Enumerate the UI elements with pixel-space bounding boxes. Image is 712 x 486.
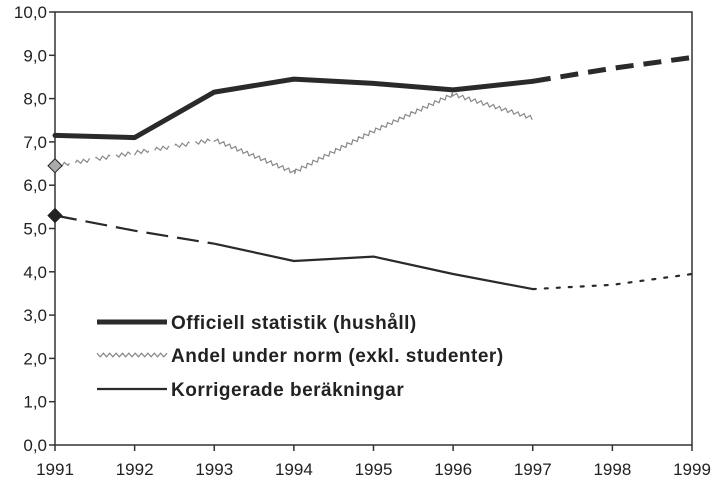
series-2: [55, 216, 692, 290]
legend-swatch: [97, 353, 167, 357]
series-layer: [48, 58, 692, 290]
series-lead-in: [55, 216, 214, 244]
series-projection: [533, 58, 692, 82]
y-axis: [14, 3, 55, 455]
series-lead-in: [55, 138, 214, 168]
y-tick-label: 2,0: [23, 349, 47, 369]
legend-item-2: [97, 380, 404, 401]
legend-item-0: [97, 313, 417, 334]
series-1: [55, 93, 532, 174]
y-tick-label: 10,0: [13, 3, 47, 22]
series-projection: [533, 274, 692, 289]
x-tick-label: 1993: [195, 460, 234, 479]
series-0: [55, 58, 692, 138]
x-tick-label: 1999: [673, 460, 711, 479]
series-line: [214, 93, 533, 174]
x-tick-label: 1997: [513, 460, 552, 479]
legend-item-1: [97, 346, 504, 367]
legend-label: Andel under norm (exkl. studenter): [171, 346, 504, 367]
x-tick-label: 1995: [354, 460, 393, 479]
x-tick-label: 1994: [274, 460, 313, 479]
legend-label: Officiell statistik (hushåll): [171, 313, 417, 334]
series-line: [55, 79, 533, 138]
series-start-marker: [48, 159, 62, 173]
x-tick-label: 1996: [434, 460, 473, 479]
x-tick-label: 1998: [593, 460, 632, 479]
y-tick-label: 5,0: [23, 219, 47, 239]
y-tick-label: 8,0: [23, 89, 47, 109]
y-tick-label: 6,0: [23, 176, 47, 196]
legend: [97, 313, 504, 401]
series-line: [214, 244, 533, 289]
x-tick-label: 1991: [36, 460, 74, 479]
y-tick-label: 7,0: [23, 132, 47, 152]
y-tick-label: 0,0: [23, 436, 47, 455]
series-start-marker: [48, 209, 62, 223]
y-tick-label: 4,0: [23, 262, 47, 282]
legend-label: Korrigerade beräkningar: [171, 380, 405, 401]
y-tick-label: 3,0: [23, 306, 47, 326]
y-tick-label: 1,0: [23, 392, 47, 412]
x-tick-label: 1992: [115, 460, 154, 479]
y-tick-label: 9,0: [23, 46, 47, 66]
